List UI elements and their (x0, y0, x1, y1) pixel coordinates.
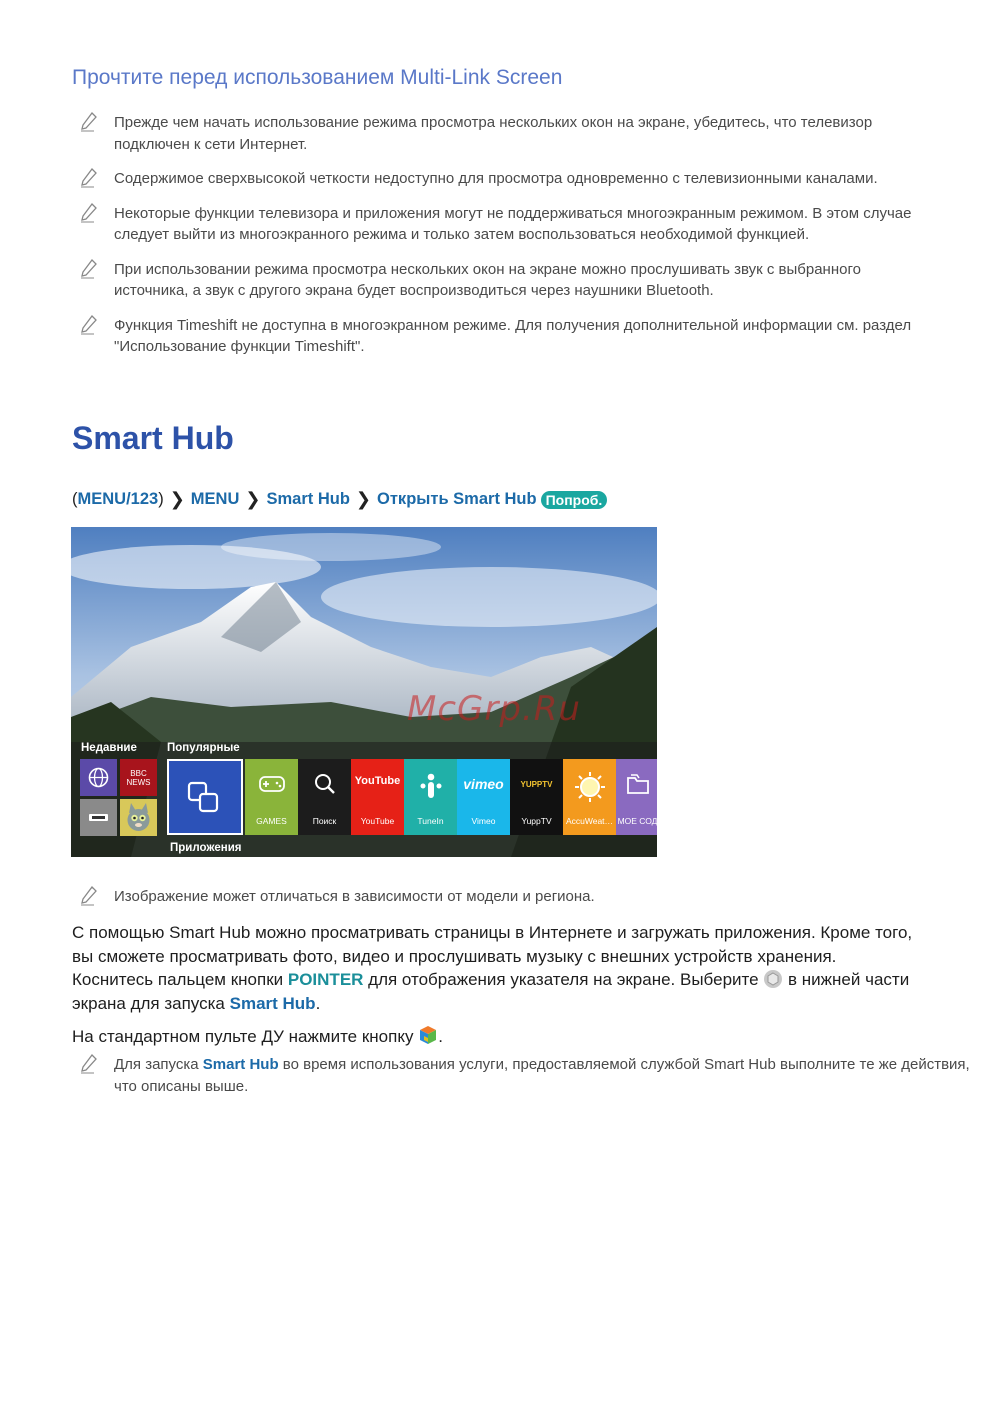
hdmi-icon (80, 799, 117, 836)
app-tile-label: Поиск (312, 816, 337, 826)
chevron-right-icon: ❯ (355, 489, 372, 509)
paragraph-text: . (438, 1027, 443, 1046)
pencil-icon (80, 203, 98, 223)
bbc-news-tile[interactable]: BBC NEWS (120, 759, 157, 796)
app-tile-label: МОЕ СОД (617, 816, 657, 826)
app-tile-label: AccuWeat… (565, 816, 614, 826)
hdmi-tile[interactable] (80, 799, 117, 836)
chevron-right-icon: ❯ (245, 489, 261, 509)
smart-hub-screenshot (71, 527, 657, 857)
app-tile-my-content[interactable] (616, 759, 657, 835)
note-text: Прежде чем начать использование режима просмотра нескольких окон на экране, убедитесь, что телевизор подключен к сети Интернет. (114, 114, 873, 153)
app-tile-label: TuneIn (417, 816, 444, 826)
note-item (72, 315, 932, 358)
app-tile-label: Vimeo (471, 816, 496, 826)
popular-label: Популярные (167, 742, 240, 754)
paragraph-text: . (315, 993, 321, 1013)
app-tile-label: YouTube (360, 816, 395, 826)
cat-face-icon (120, 799, 157, 836)
app-tile-youtube[interactable] (351, 759, 404, 835)
globe-icon (80, 759, 117, 796)
web-browser-tile[interactable] (80, 759, 117, 796)
breadcrumb-paren: ) (158, 490, 164, 508)
notes-list (72, 112, 932, 371)
app-tile-label: GAMES (256, 816, 287, 826)
apps-icon (167, 759, 243, 835)
sun-icon (574, 771, 606, 803)
note-item (72, 168, 932, 190)
note-text: Некоторые функции телевизора и приложения могут не поддерживаться многоэкранным режимом. В этом случае следует выйти из многоэкранного режима и только затем воспользоваться необходимой функцией. (114, 204, 912, 243)
note-text: Содержимое сверхвысокой четкости недоступно для просмотра одновременно с телевизионными каналами. (114, 170, 878, 187)
smart-hub-cube-icon (418, 1024, 438, 1046)
note-text: Изображение может отличаться в зависимости от модели и региона. (114, 888, 595, 905)
app-tile-search[interactable] (298, 759, 351, 835)
body-paragraph (72, 921, 922, 1015)
pencil-icon (80, 315, 98, 335)
apps-tile[interactable] (167, 759, 243, 835)
app-tile-games[interactable] (245, 759, 298, 835)
try-now-button[interactable]: Попроб. (541, 491, 608, 509)
app-tiles (245, 759, 657, 835)
note-text: При использовании режима просмотра нескольких окон на экране можно прослушивать звук с выбранного источника, а звук с другого экрана будет воспроизводиться через наушники Bluetooth. (114, 260, 861, 299)
note-text: во время использования услуги, предоставляемой службой Smart Hub выполните те же действия, что описаны выше. (114, 1056, 970, 1095)
gamepad-icon (257, 771, 287, 797)
section-heading: Прочтите перед использованием Multi-Link Screen (72, 66, 563, 89)
recent-grid (80, 759, 157, 836)
note-item (72, 203, 932, 246)
app-tile-yupptv[interactable] (510, 759, 563, 835)
yupptv-logo-icon: YUPPTV (520, 780, 553, 789)
breadcrumb (72, 489, 607, 510)
recent-label: Недавние (81, 742, 137, 754)
note-text: Функция Timeshift не доступна в многоэкранном режиме. Для получения дополнительной информации см. раздел "Использование функции Timeshift". (114, 316, 912, 355)
paragraph-text: С помощью Smart Hub можно просматривать страницы в Интернете и загружать приложения. Кроме того, вы сможете просматривать фото, видео и прослушивать музыку с внешних устройств хранения. Коснитесь пальцем кнопки (72, 923, 913, 989)
talking-tom-tile[interactable] (120, 799, 157, 836)
pencil-icon (80, 886, 98, 906)
chevron-right-icon: ❯ (169, 489, 185, 509)
app-tile-vimeo[interactable] (457, 759, 510, 835)
note-item (72, 112, 932, 155)
paragraph-text: в нижней части экрана для запуска (72, 970, 910, 1013)
app-tile-accuweather[interactable] (563, 759, 616, 835)
folder-icon (623, 771, 653, 797)
search-icon (310, 771, 340, 797)
breadcrumb-paren: ( (72, 490, 78, 508)
vimeo-logo-icon: vimeo (463, 776, 504, 792)
apps-label: Приложения (170, 842, 242, 854)
image-note (72, 886, 974, 908)
paragraph-text: На стандартном пульте ДУ нажмите кнопку (72, 1027, 419, 1046)
app-tile-tunein[interactable] (404, 759, 457, 835)
smart-hub-keyword: Smart Hub (202, 1056, 279, 1073)
youtube-logo-icon: YouTube (354, 775, 401, 787)
note-item (72, 259, 932, 302)
breadcrumb-menu123[interactable]: MENU/123 (77, 490, 159, 508)
tunein-icon (416, 771, 446, 801)
note-text: Для запуска (114, 1056, 203, 1073)
breadcrumb-smart-hub[interactable]: Smart Hub (266, 490, 350, 508)
pencil-icon (80, 259, 98, 279)
final-note (72, 1054, 974, 1097)
remote-paragraph (72, 1024, 922, 1049)
breadcrumb-menu[interactable]: MENU (190, 490, 240, 508)
smart-hub-button-icon (763, 969, 783, 989)
page-title: Smart Hub (72, 420, 234, 456)
paragraph-text: для отображения указателя на экране. Выберите (363, 970, 764, 989)
breadcrumb-open-smart-hub[interactable]: Открыть Smart Hub (377, 490, 537, 508)
smart-hub-keyword: Smart Hub (229, 993, 316, 1013)
pencil-icon (80, 168, 98, 188)
pointer-keyword: POINTER (287, 970, 364, 989)
pencil-icon (80, 112, 98, 132)
watermark: McGrp.Ru (407, 689, 581, 729)
pencil-icon (80, 1054, 98, 1074)
app-tile-label: YuppTV (521, 816, 552, 826)
